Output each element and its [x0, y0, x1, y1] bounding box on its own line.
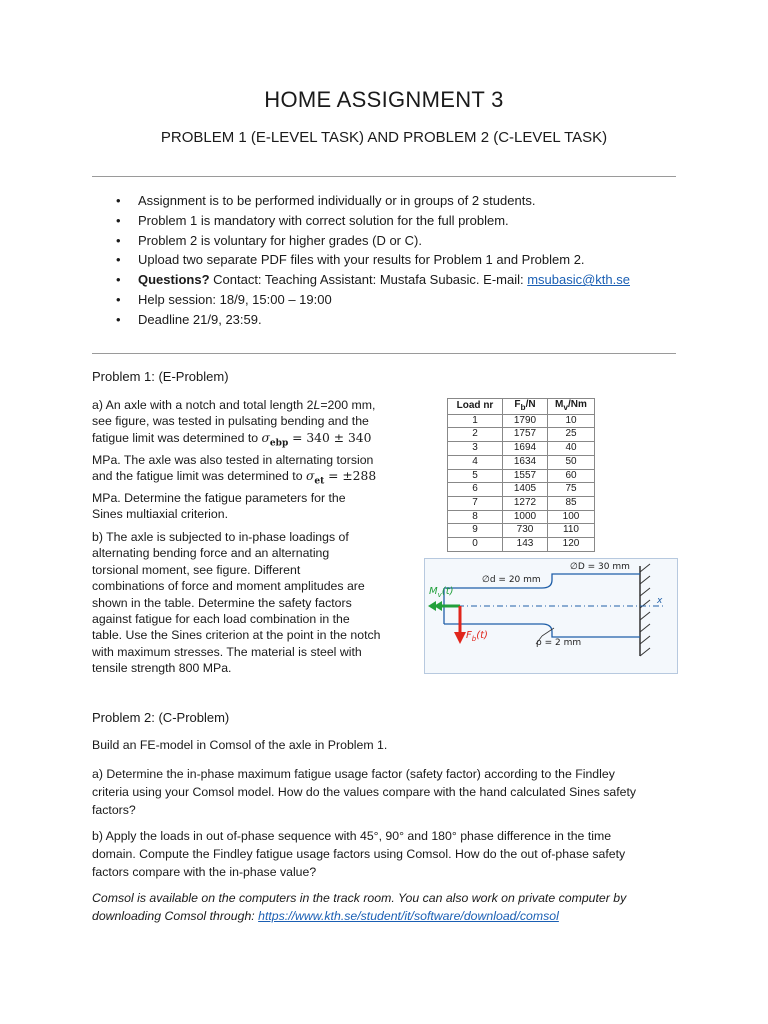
- page-title: HOME ASSIGNMENT 3: [264, 87, 504, 112]
- col-header-moment: $M_v/Nm$: [548, 399, 595, 415]
- moment-label: $M_v(t)$: [429, 586, 454, 599]
- cell-force: 730: [503, 524, 548, 538]
- list-item: • Assignment is to be performed individually or in groups of 2 students.: [92, 191, 672, 211]
- cell-load-nr: 9: [448, 524, 503, 538]
- bullet-icon: •: [116, 212, 121, 228]
- problem2-intro: Build an FE-model in Comsol of the axle in Problem 1.: [92, 738, 388, 752]
- axle-figure: [424, 558, 678, 674]
- bullet-icon: •: [116, 252, 121, 268]
- list-item: • Questions? Contact: Teaching Assistant: Mustafa Subasic. E-mail: msubasic@kth.se: [92, 270, 672, 290]
- divider-top: [92, 176, 676, 177]
- list-item: • Problem 1 is mandatory with correct solution for the full problem.: [92, 211, 672, 231]
- cell-force: 1757: [503, 428, 548, 442]
- force-label: $F_b(t)$: [466, 630, 488, 643]
- cell-moment: 10: [548, 414, 595, 428]
- cell-moment: 75: [548, 483, 595, 497]
- table-row: [448, 442, 595, 456]
- comsol-download-link[interactable]: https://www.kth.se/student/it/software/download/comsol: [258, 909, 559, 923]
- table-row: [448, 524, 595, 538]
- cell-load-nr: 5: [448, 469, 503, 483]
- list-item: • Help session: 18/9, 15:00 – 19:00: [92, 290, 672, 310]
- table-row: [448, 496, 595, 510]
- table-row: [448, 510, 595, 524]
- cell-force: 1405: [503, 483, 548, 497]
- cell-moment: 85: [548, 496, 595, 510]
- cell-load-nr: 2: [448, 428, 503, 442]
- cell-force: 1694: [503, 442, 548, 456]
- x-axis-label: x: [657, 596, 663, 606]
- cell-force: 1790: [503, 414, 548, 428]
- problem2-part-b: b) Apply the loads in out of-phase sequence with 45°, 90° and 180° phase difference in the time domain. Compute the Findley fatigue usage factors using Comsol. How do the out of-phase safety factors compare with the in-phase value?: [92, 829, 626, 879]
- email-link[interactable]: msubasic@kth.se: [527, 272, 630, 288]
- table-row: [448, 538, 595, 552]
- cell-moment: 25: [548, 428, 595, 442]
- cell-force: 1634: [503, 455, 548, 469]
- cell-force: 143: [503, 538, 548, 552]
- col-header-load-nr: Load nr: [448, 399, 503, 415]
- info-bullet-list: [92, 191, 672, 330]
- cell-load-nr: 8: [448, 510, 503, 524]
- table-row: [448, 428, 595, 442]
- bullet-icon: •: [116, 272, 121, 288]
- comsol-note: Comsol is available on the computers in the track room. You can also work on private computer by downloading Comsol through: https://www.kth.se/student/it/software/download/comsol: [92, 891, 627, 923]
- cell-moment: 120: [548, 538, 595, 552]
- cell-moment: 40: [548, 442, 595, 456]
- table-row: [448, 483, 595, 497]
- problem1-heading: Problem 1: (E-Problem): [92, 369, 229, 384]
- load-combination-table: [447, 398, 595, 552]
- col-header-force: $F_b/N$: [503, 399, 548, 415]
- bullet-icon: •: [116, 193, 121, 208]
- diameter-large-label: ∅D = 30 mm: [570, 562, 630, 572]
- table-header-row: [448, 399, 595, 415]
- problem2-heading: Problem 2: (C-Problem): [92, 710, 230, 725]
- cell-force: 1000: [503, 510, 548, 524]
- cell-load-nr: 1: [448, 414, 503, 428]
- problem1-part-b: b) The axle is subjected to in-phase loadings of alternating bending force and an alternating torsional moment, see figure. Different combinations of force and moment amplitudes are shown in the table. Determine the safety factors against fatigue for each load combination in the table. Use the Sines criterion at the point in the notch with maximum stresses. The material is steel with tensile strength 800 MPa.: [92, 530, 381, 676]
- cell-load-nr: 7: [448, 496, 503, 510]
- divider-middle: [92, 353, 676, 354]
- cell-moment: 110: [548, 524, 595, 538]
- questions-label: Questions?: [138, 272, 210, 288]
- list-item: • Problem 2 is voluntary for higher grades (D or C).: [92, 231, 672, 251]
- table-row: [448, 455, 595, 469]
- bullet-icon: •: [116, 232, 121, 248]
- problem2-part-a: a) Determine the in-phase maximum fatigue usage factor (safety factor) according to the Findley criteria using your Comsol model. How do the values compare with the hand calculated Sines safety factors?: [92, 767, 637, 817]
- cell-force: 1557: [503, 469, 548, 483]
- table-row: [448, 469, 595, 483]
- cell-load-nr: 3: [448, 442, 503, 456]
- problem1-part-a: a) An axle with a notch and total length 2L=200 mm, see figure, was tested in pulsating bending and the fatigue limit was determined to $\sigma_{ebp} = 340 \pm 340$ MPa. The axle was also tested in alternating torsion and the fatigue limit was determined to $\sigma_{et} = \pm 288$ MPa. Determine the fatigue parameters for the Sines multiaxial criterion.: [92, 398, 377, 522]
- radius-label: ρ = 2 mm: [536, 638, 582, 648]
- bullet-icon: •: [116, 311, 121, 327]
- page-subtitle: PROBLEM 1 (E-LEVEL TASK) AND PROBLEM 2 (C-LEVEL TASK): [160, 129, 608, 146]
- diameter-small-label: ∅d = 20 mm: [482, 575, 541, 585]
- cell-load-nr: 4: [448, 455, 503, 469]
- table-row: [448, 414, 595, 428]
- cell-moment: 100: [548, 510, 595, 524]
- cell-moment: 60: [548, 469, 595, 483]
- cell-moment: 50: [548, 455, 595, 469]
- list-item: • Upload two separate PDF files with your results for Problem 1 and Problem 2.: [92, 250, 672, 270]
- cell-force: 1272: [503, 496, 548, 510]
- list-item: • Deadline 21/9, 23:59.: [92, 310, 672, 330]
- bullet-icon: •: [116, 291, 121, 307]
- cell-load-nr: 6: [448, 483, 503, 497]
- cell-load-nr: 0: [448, 538, 503, 552]
